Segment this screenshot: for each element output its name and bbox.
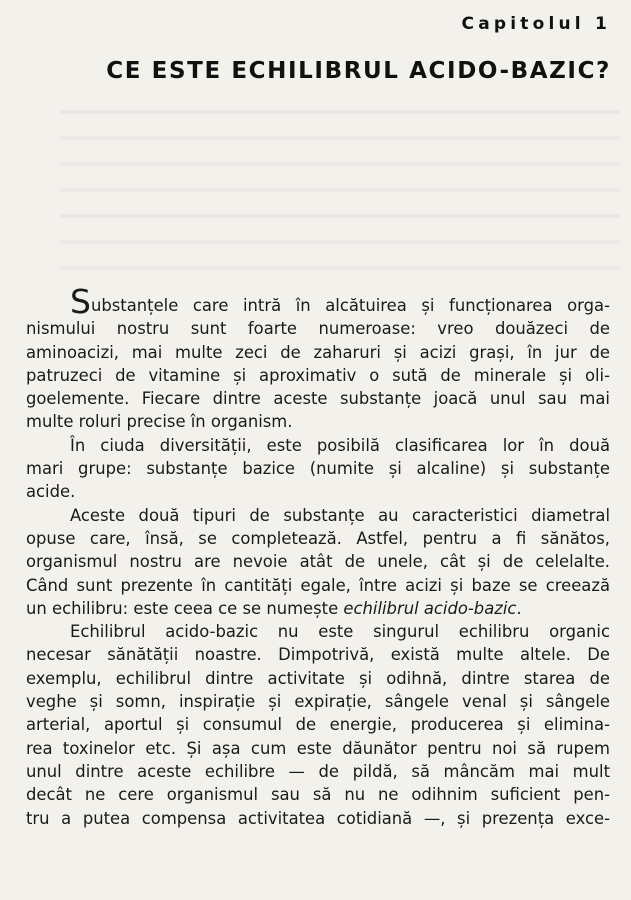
text-line: organismul nostru are nevoie atât de unele, cât și de celelalte. <box>26 552 610 572</box>
text-line: arterial, aportul și consumul de energie, producerea și elimina- <box>26 715 610 735</box>
text-line: Substanțele care intră în alcătuirea și funcționarea orga- <box>70 282 610 321</box>
text-line: aminoacizi, mai multe zeci de zaharuri și acizi grași, în jur de <box>26 342 610 362</box>
chapter-title: CE ESTE ECHILIBRUL ACIDO-BAZIC? <box>106 58 611 84</box>
text-line: multe roluri precise în organism. <box>26 412 293 432</box>
text-line: Echilibrul acido-bazic nu este singurul echilibru organic <box>70 622 610 642</box>
text-line: tru a putea compensa activitatea cotidiană —, și prezența exce- <box>26 808 610 828</box>
show-through-text <box>60 96 620 276</box>
text-line: patruzeci de vitamine și aproximativ o sută de minerale și oli- <box>26 365 610 385</box>
text-line: Când sunt prezente în cantități egale, între acizi și baze se creează <box>26 575 610 595</box>
text-line: opuse care, însă, se completează. Astfel, pentru a fi sănătos, <box>26 528 610 548</box>
text-line: mari grupe: substanțe bazice (numite și alcaline) și substanțe <box>26 459 610 479</box>
text-line: decât ne cere organismul sau să nu ne odihnim suficient pen- <box>26 785 610 805</box>
drop-cap: S <box>70 282 91 321</box>
text-line: goelemente. Fiecare dintre aceste substanțe joacă unul sau mai <box>26 389 610 409</box>
text-line: exemplu, echilibrul dintre activitate și odihnă, dintre starea de <box>26 668 610 688</box>
emphasis-term: echilibrul acido-bazic <box>343 598 517 618</box>
text-line: un echilibru: este ceea ce se numește echilibrul acido-bazic. <box>26 598 522 618</box>
text-line: acide. <box>26 482 76 502</box>
text-line: nismului nostru sunt foarte numeroase: vreo douăzeci de <box>26 319 610 339</box>
chapter-label: Capitolul 1 <box>461 14 611 34</box>
body-text <box>26 282 610 830</box>
text-line: În ciuda diversității, este posibilă clasificarea lor în două <box>70 435 610 455</box>
text-line: necesar sănătății noastre. Dimpotrivă, există multe altele. De <box>26 645 610 665</box>
text-line: rea toxinelor etc. Și așa cum este dăunător pentru noi să rupem <box>26 738 610 758</box>
text-line: unul dintre aceste echilibre — de pildă, să mâncăm mai mult <box>26 761 610 781</box>
text-line: Aceste două tipuri de substanțe au caracteristici diametral <box>70 505 610 525</box>
text-line: veghe și somn, inspirație și expirație, sângele venal și sângele <box>26 692 610 712</box>
